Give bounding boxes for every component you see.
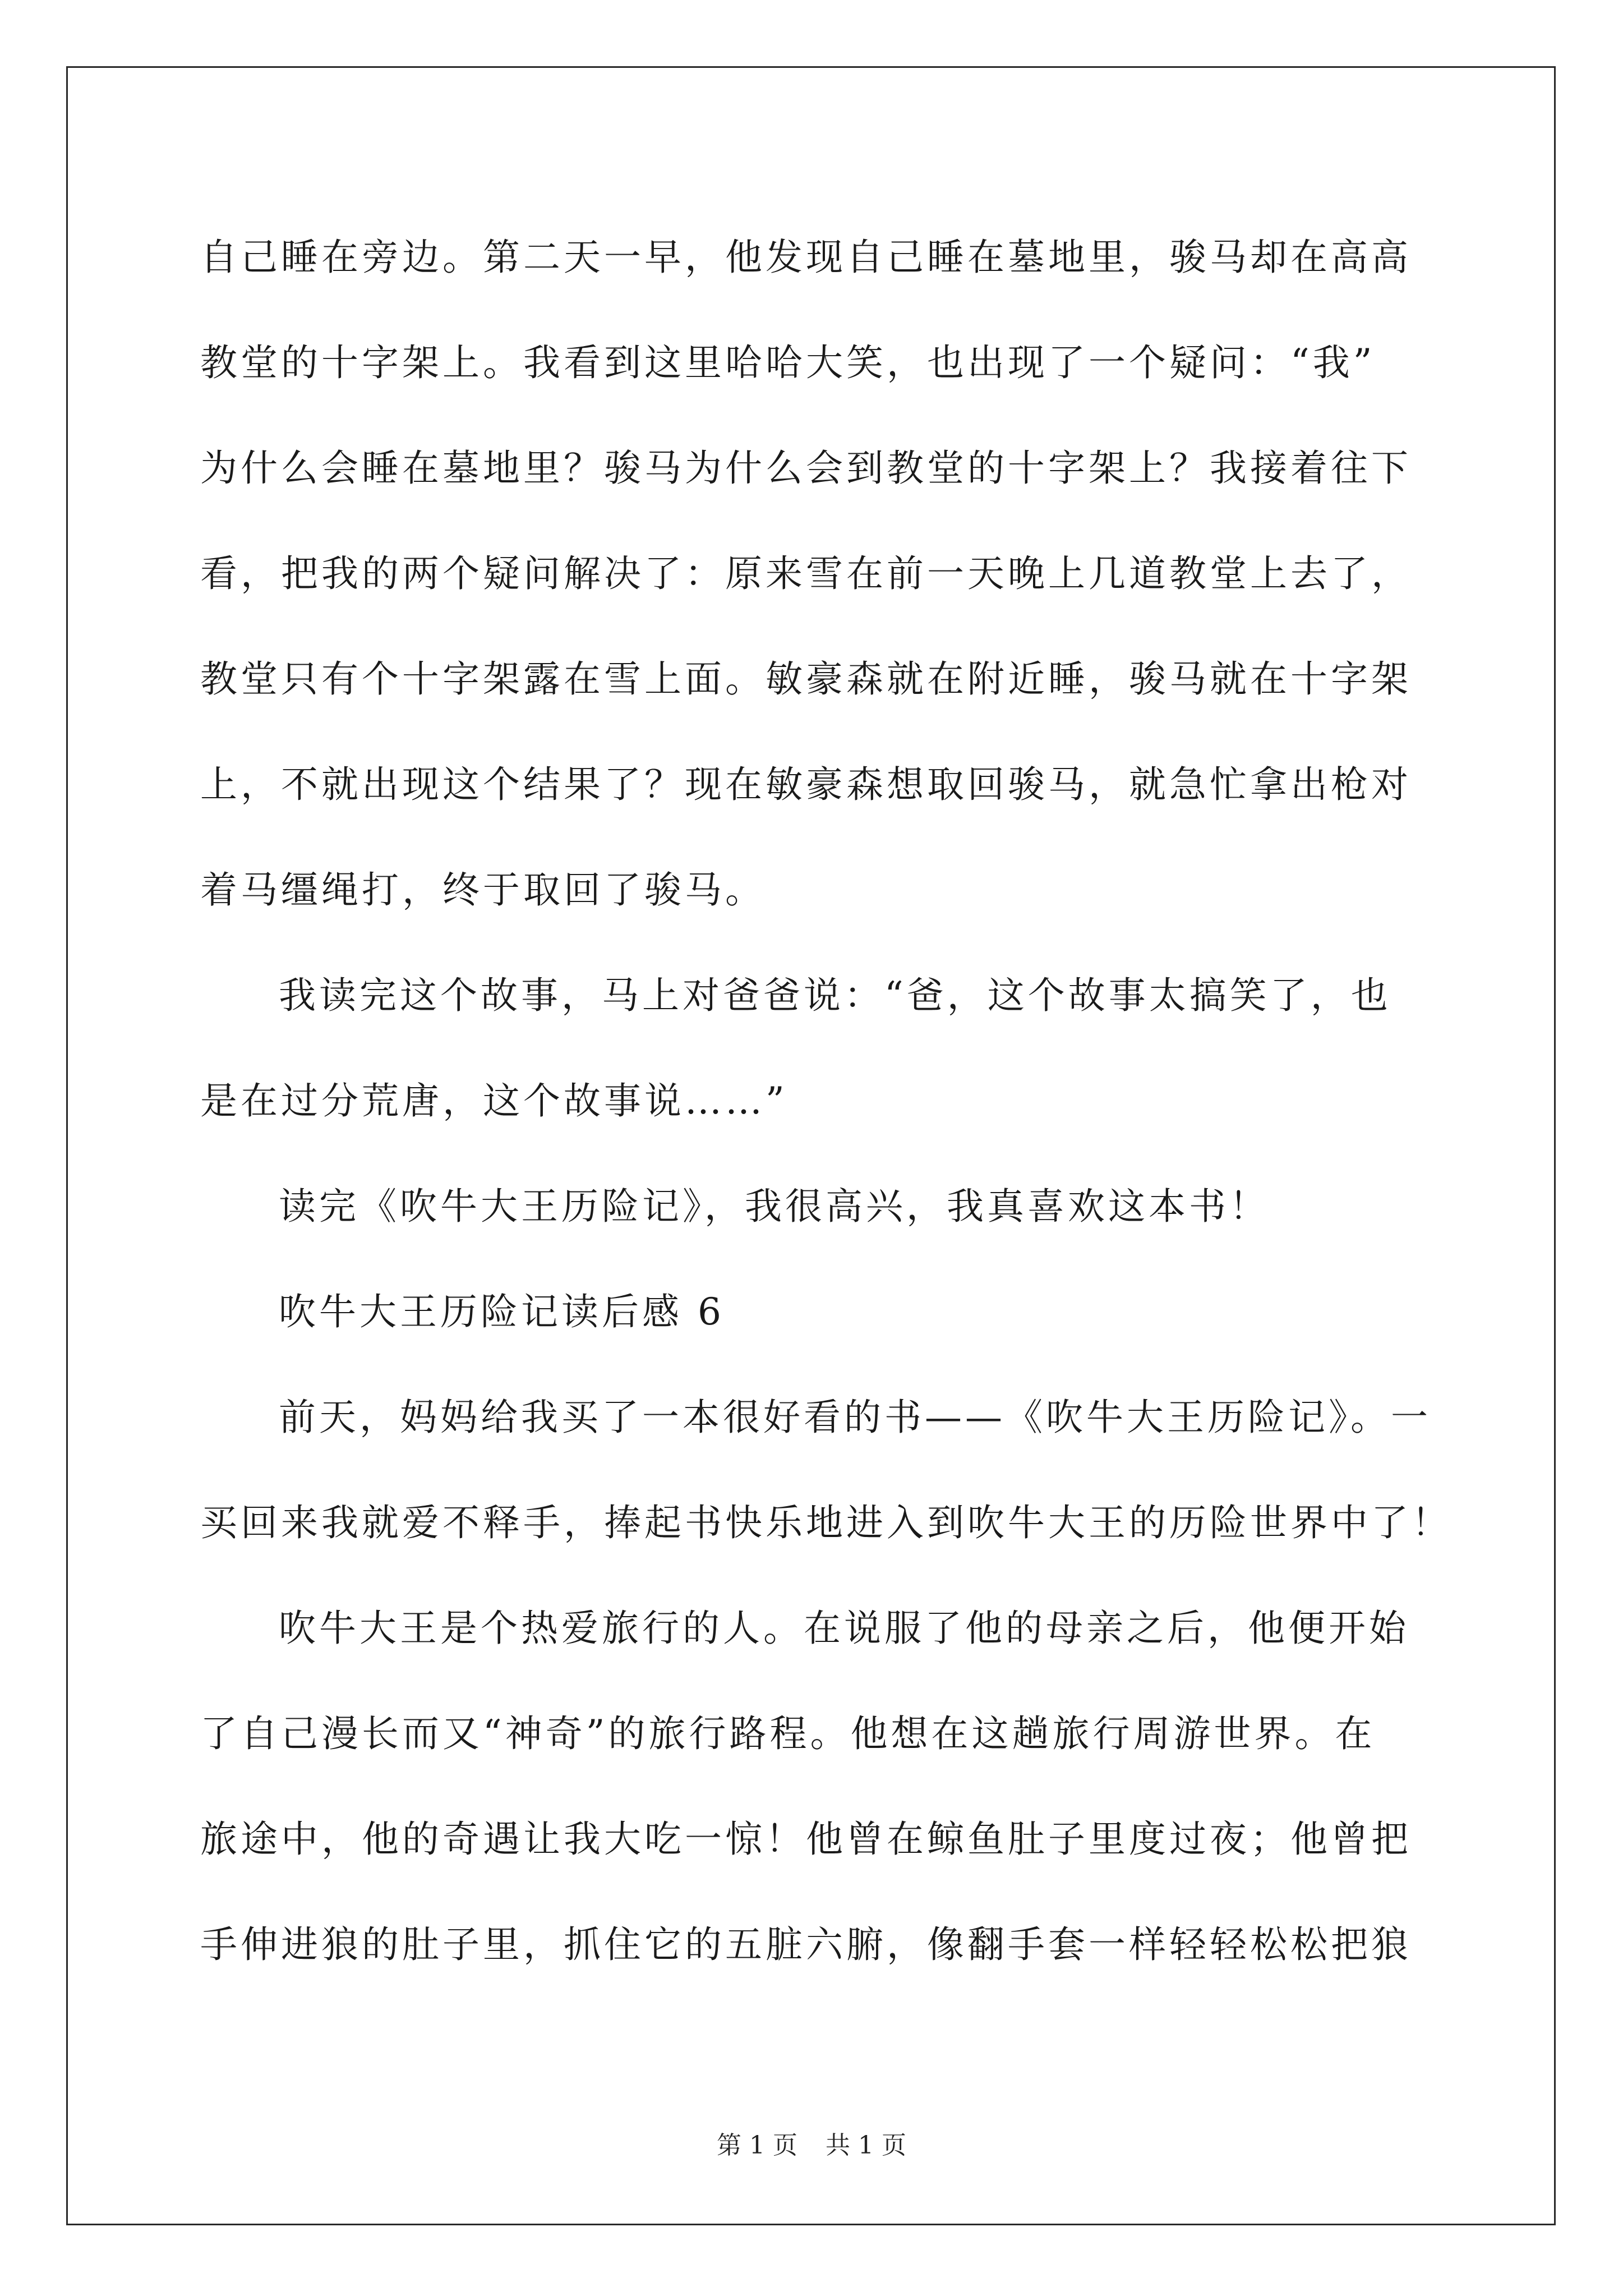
text-line: 上，不就出现这个结果了？现在敏豪森想取回骏马，就急忙拿出枪对: [200, 763, 1412, 806]
text-line: 自己睡在旁边。第二天一早，他发现自己睡在墓地里，骏马却在高高: [200, 236, 1412, 279]
paragraph-start-line: 我读完这个故事，马上对爸爸说：“爸，这个故事太搞笑了，也: [279, 974, 1391, 1017]
document-body: [200, 205, 1452, 1998]
text-line: 买回来我就爱不释手，捧起书快乐地进入到吹牛大王的历险世界中了！: [200, 1501, 1452, 1544]
page-total: 共 1 页: [826, 2131, 906, 2160]
paragraph-start-line: 读完《吹牛大王历险记》，我很高兴，我真喜欢这本书！: [279, 1185, 1270, 1228]
text-line: 是在过分荒唐，这个故事说……”: [200, 1079, 788, 1122]
text-line: 了自己漫长而又“神奇”的旅行路程。他想在这趟旅行周游世界。在: [200, 1712, 1376, 1755]
text-line: 手伸进狼的肚子里，抓住它的五脏六腑，像翻手套一样轻轻松松把狼: [200, 1923, 1412, 1966]
text-line: 教堂的十字架上。我看到这里哈哈大笑，也出现了一个疑问：“我”: [200, 341, 1376, 384]
paragraph-start-line: 吹牛大王是个热爱旅行的人。在说服了他的母亲之后，他便开始: [279, 1607, 1409, 1650]
page-number: 第 1 页: [717, 2131, 797, 2160]
section-heading: 吹牛大王历险记读后感 6: [279, 1290, 725, 1333]
text-line: 着马缰绳打，终于取回了骏马。: [200, 868, 766, 912]
text-line: 为什么会睡在墓地里？骏马为什么会到教堂的十字架上？我接着往下: [200, 447, 1412, 490]
text-line: 教堂只有个十字架露在雪上面。敏豪森就在附近睡，骏马就在十字架: [200, 657, 1412, 701]
page-footer: [0, 2129, 1623, 2162]
text-line: 看，把我的两个疑问解决了：原来雪在前一天晚上几道教堂上去了，: [200, 552, 1412, 595]
paragraph-start-line: 前天，妈妈给我买了一本很好看的书——《吹牛大王历险记》。一: [279, 1396, 1431, 1439]
text-line: 旅途中，他的奇遇让我大吃一惊！他曾在鲸鱼肚子里度过夜；他曾把: [200, 1818, 1412, 1861]
